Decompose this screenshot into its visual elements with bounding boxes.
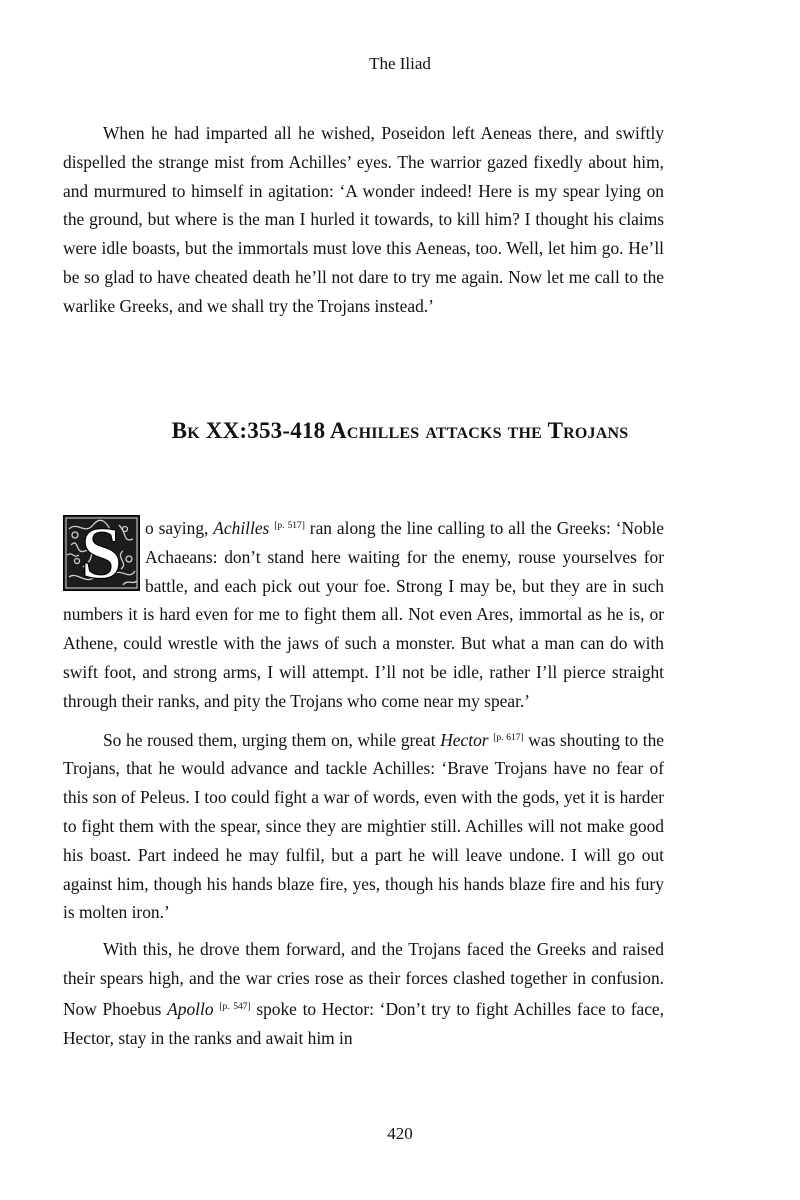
page-reference-link[interactable]: [p. 547]: [219, 1001, 251, 1012]
text-block-achilles: [63, 512, 664, 1052]
text-block-poseidon: [63, 119, 664, 321]
paragraph: When he had imparted all he wished, Poseidon left Aeneas there, and swiftly dispelled the strange mist from Achilles’ eyes. The warrior gazed fixedly about him, and murmured to himself in agitation: ‘A wonder indeed! Here is my spear lying on the ground, but where is the man I hurled it towards, to kill him? I thought his claims were idle boasts, but the immortals must love this Aeneas, too. Well, let him go. He’ll be so glad to have cheated death he’ll not dare to try me again. Now let me call to the warlike Greeks, and we shall try the Trojans instead.’: [63, 123, 664, 316]
page-number: 420: [387, 1124, 413, 1143]
paragraph-dropcap: S o saying, Achilles [p. 517] ran along the line calling to all the Greeks: ‘Noble Achaeans: don’t stand here waiting for the enemy, rouse yourselves for battle, and each pick out your foe. Strong I may be, but they are in such numbers it is hard even for me to fight them all. Not even Ares, immortal as he is, or Athene, could wrestle with the jaws of such a monster. But what a man can do with swift foot, and strong arms, I will attempt. I’ll not be idle, rather I’ll pierce straight through their ranks, and pity the Trojans who come near my spear.’: [63, 515, 664, 711]
page-reference-link[interactable]: [p. 617]: [493, 732, 524, 743]
person-name: Apollo: [167, 998, 214, 1019]
running-title: The Iliad: [369, 54, 431, 73]
page-reference-link[interactable]: [p. 517]: [274, 521, 305, 531]
person-name: Hector: [440, 729, 489, 750]
dropcap-ornament-icon: [63, 515, 140, 591]
dropcap-letter: S: [80, 515, 123, 591]
paragraph: So he roused them, urging them on, while great Hector [p. 617] was shouting to the Trojans, that he would advance and tackle Achilles: ‘Brave Trojans have no fear of this son of Peleus. I too could fight a war of words, even with the gods, yet it is harder to fight them with the spear, since they are mightier still. Achilles will not make good his boast. Part indeed he may fulfil, but a part he will leave undone. I will go out against him, though his hands blaze fire, yes, though his hands blaze fire and his fury is molten iron.’: [63, 729, 665, 923]
paragraph: With this, he drove them forward, and the Trojans faced the Greeks and raised their spears high, and the war cries rose as their forces clashed together in confusion. Now Phoebus Apollo [p. 547] spoke to Hector: ‘Don’t try to fight Achilles face to face, Hector, stay in the ranks and await him in: [63, 939, 664, 1048]
ornamental-dropcap-s: [63, 515, 140, 591]
section-heading: Bk XX:353-418 Achilles attacks the Trojans: [171, 418, 629, 443]
person-name: Achilles: [213, 518, 270, 538]
